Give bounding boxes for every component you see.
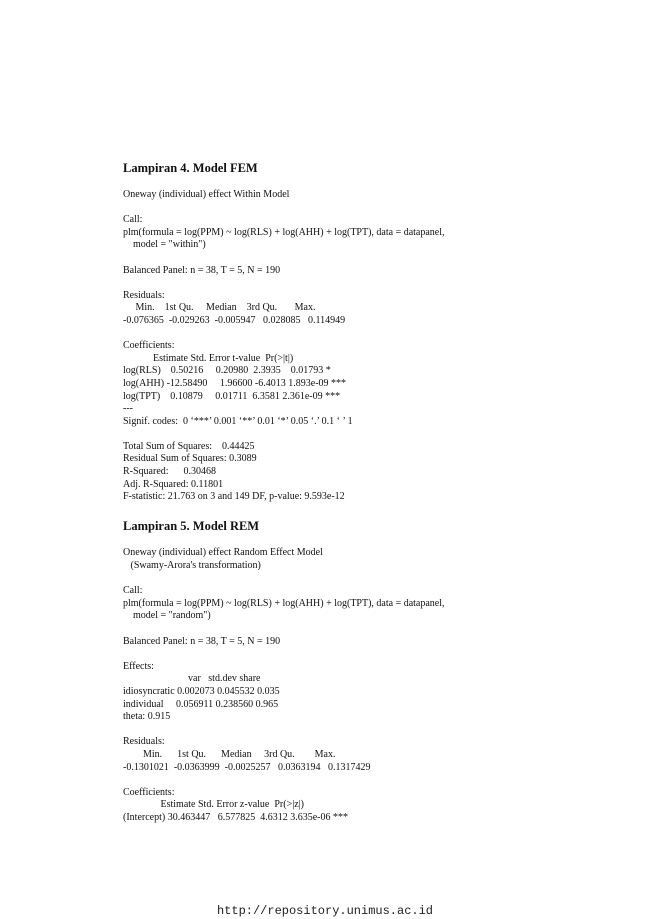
residuals-header: Min. 1st Qu. Median 3rd Qu. Max.	[123, 748, 336, 760]
separator-dashes: ---	[123, 403, 133, 415]
document-content	[123, 161, 593, 825]
call-line: plm(formula = log(PPM) ~ log(RLS) + log(AHH) + log(TPT), data = datapanel,	[123, 597, 445, 609]
coefficients-header: Estimate Std. Error z-value Pr(>|z|)	[123, 799, 304, 811]
residuals-values: -0.076365 -0.029263 -0.005947 0.028085 0.114949	[123, 314, 346, 326]
call-label: Call:	[123, 214, 143, 226]
residuals-label: Residuals:	[123, 736, 165, 748]
call-line: plm(formula = log(PPM) ~ log(RLS) + log(AHH) + log(TPT), data = datapanel,	[123, 226, 445, 238]
stat-line: Adj. R-Squared: 0.11801	[123, 478, 224, 490]
coefficient-row: log(RLS) 0.50216 0.20980 2.3935 0.01793 *	[123, 365, 331, 377]
transformation-note: (Swamy-Arora's transformation)	[123, 560, 261, 572]
residuals-values: -0.1301021 -0.0363999 -0.0025257 0.0363194 0.1317429	[123, 761, 371, 773]
effects-row: individual 0.056911 0.238560 0.965	[123, 698, 279, 710]
call-line: model = "random")	[123, 610, 211, 622]
model-description: Oneway (individual) effect Random Effect Model	[123, 547, 323, 559]
section-heading-fem: Lampiran 4. Model FEM	[123, 161, 258, 175]
stat-line: Residual Sum of Squares: 0.3089	[123, 453, 257, 465]
effects-label: Effects:	[123, 660, 154, 672]
panel-info: Balanced Panel: n = 38, T = 5, N = 190	[123, 264, 281, 276]
model-description: Oneway (individual) effect Within Model	[123, 189, 290, 200]
coefficient-row: log(AHH) -12.58490 1.96600 -6.4013 1.893e-09 ***	[123, 377, 347, 389]
coefficients-header: Estimate Std. Error t-value Pr(>|t|)	[123, 352, 294, 364]
effects-row: idiosyncratic 0.002073 0.045532 0.035	[123, 685, 280, 697]
coefficients-label: Coefficients:	[123, 340, 175, 352]
section-heading-rem: Lampiran 5. Model REM	[123, 519, 260, 534]
coefficients-label: Coefficients:	[123, 786, 175, 798]
residuals-label: Residuals:	[123, 289, 165, 301]
coefficient-row: (Intercept) 30.463447 6.577825 4.6312 3.635e-06 ***	[123, 811, 348, 823]
call-label: Call:	[123, 585, 143, 597]
residuals-header: Min. 1st Qu. Median 3rd Qu. Max.	[123, 302, 316, 314]
call-line: model = "within")	[123, 239, 206, 251]
theta-line: theta: 0.915	[123, 711, 171, 723]
coefficient-row: log(TPT) 0.10879 0.01711 6.3581 2.361e-09 ***	[123, 390, 341, 402]
stat-line: R-Squared: 0.30468	[123, 466, 217, 478]
effects-header: var std.dev share	[123, 673, 261, 685]
stat-line: Total Sum of Squares: 0.44425	[123, 440, 255, 452]
stat-line: F-statistic: 21.763 on 3 and 149 DF, p-value: 9.593e-12	[123, 491, 345, 503]
repository-url: http://repository.unimus.ac.id	[216, 904, 434, 918]
panel-info: Balanced Panel: n = 38, T = 5, N = 190	[123, 635, 281, 647]
signif-codes: Signif. codes: 0 ‘***’ 0.001 ‘**’ 0.01 ‘*’ 0.05 ‘.’ 0.1 ‘ ’ 1	[123, 415, 353, 427]
